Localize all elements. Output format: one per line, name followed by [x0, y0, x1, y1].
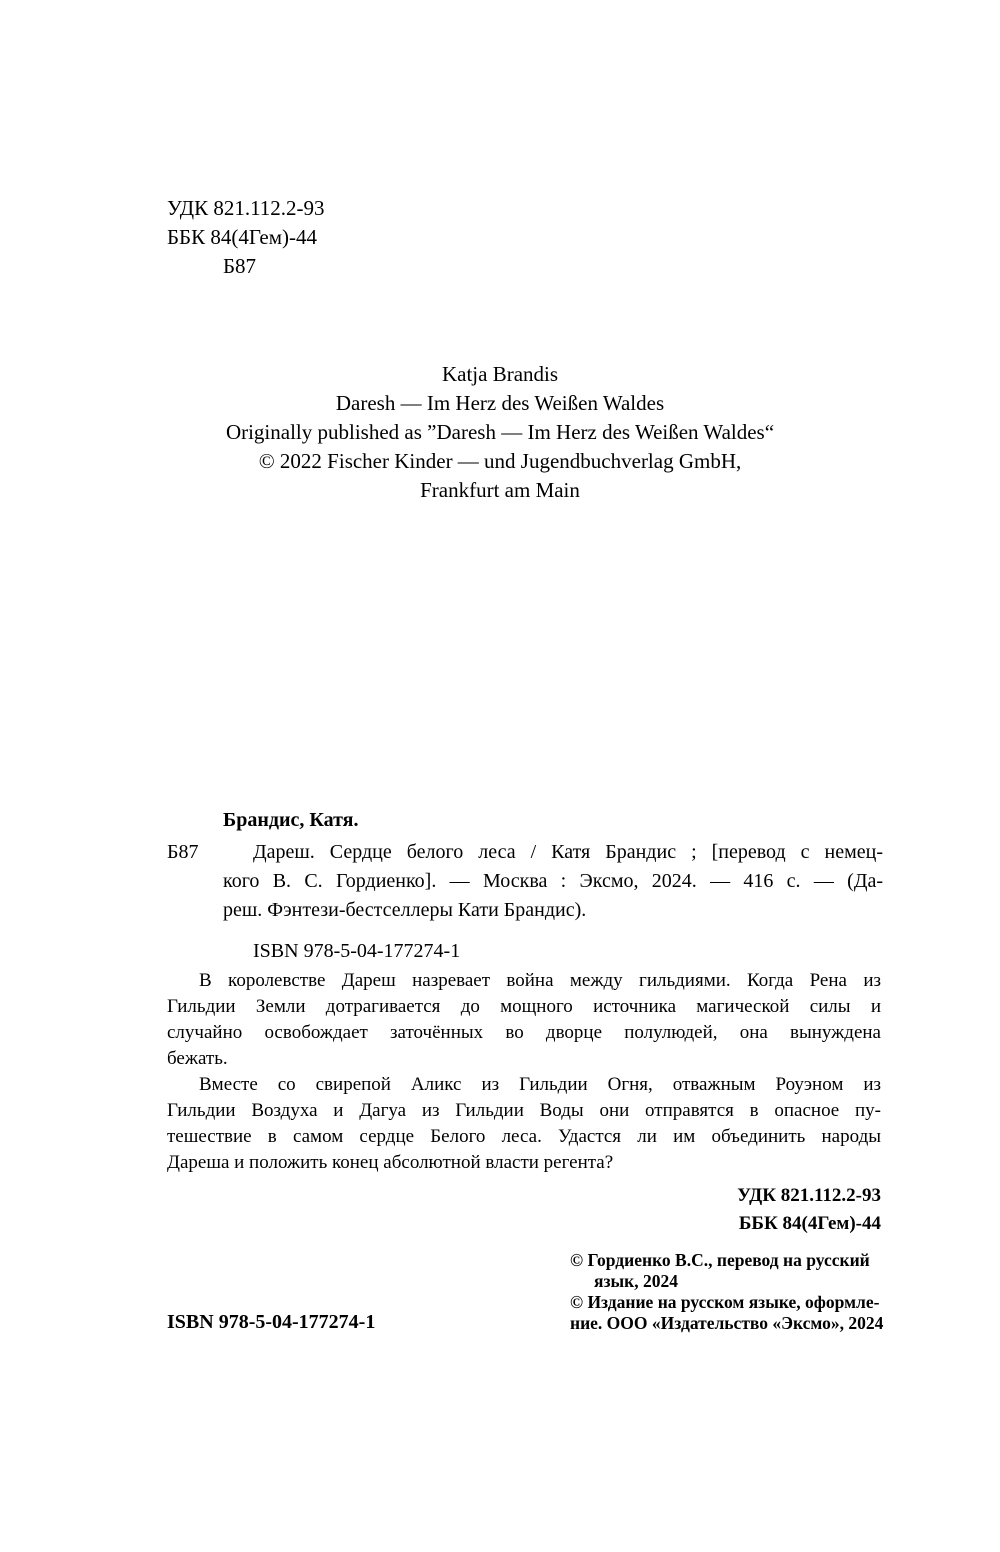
- annotation-line: В королевстве Дареш назревает война между гильдиями. Когда Рена из: [199, 970, 881, 991]
- author-sign-margin: Б87: [167, 841, 199, 863]
- copyright-edition-line2: ние. ООО «Издательство «Эксмо», 2024: [570, 1313, 884, 1333]
- original-title: Daresh — Im Herz des Weißen Waldes: [335, 391, 665, 415]
- annotation-line: Гильдии Воздуха и Дагуа из Гильдии Воды они отправятся в опасное пу-: [167, 1100, 881, 1121]
- catalog-line: кого В. С. Гордиенко]. — Москва : Эксмо, 2024. — 416 с. — (Да-: [223, 870, 883, 892]
- annotation-line: Гильдии Земли дотрагивается до мощного источника магической силы и: [167, 996, 881, 1017]
- annotation-line: Дареша и положить конец абсолютной власти регента?: [167, 1152, 614, 1173]
- annotation-paragraph-2: [167, 1072, 881, 1176]
- original-edition-block: [0, 360, 1000, 505]
- copyright-block: [570, 1250, 900, 1334]
- annotation-line: случайно освобождает заточённых во дворце полулюдей, она вынуждена: [167, 1022, 881, 1043]
- catalog-author: Брандис, Катя.: [223, 809, 359, 831]
- annotation-paragraph-1: [167, 968, 881, 1072]
- footer-codes: [167, 1182, 881, 1238]
- isbn-catalog: ISBN 978-5-04-177274-1: [253, 940, 461, 962]
- original-copyright: © 2022 Fischer Kinder — und Jugendbuchverlag GmbH,: [258, 449, 742, 473]
- annotation-line: тешествие в самом сердце Белого леса. Удастся ли им объединить народы: [167, 1126, 881, 1147]
- bbk-code-bottom: ББК 84(4Гем)-44: [738, 1213, 881, 1234]
- catalog-line: реш. Фэнтези-бестселлеры Кати Брандис).: [223, 899, 587, 921]
- original-publication-note: Originally published as ”Daresh — Im Herz des Weißen Waldes“: [225, 420, 775, 444]
- copyright-edition-line1: © Издание на русском языке, оформле-: [570, 1292, 880, 1312]
- annotation-line: бежать.: [167, 1048, 228, 1069]
- copyright-translation-line2: язык, 2024: [594, 1271, 678, 1291]
- annotation-block: [167, 968, 881, 1238]
- annotation-line: Вместе со свирепой Аликс из Гильдии Огня, отважным Роуэном из: [199, 1074, 881, 1095]
- header-codes: [167, 194, 325, 281]
- udk-code-top: УДК 821.112.2-93: [167, 196, 325, 220]
- catalog-line: Дареш. Сердце белого леса / Катя Брандис ; [перевод с немец-: [253, 841, 883, 863]
- bbk-code-top: ББК 84(4Гем)-44: [167, 225, 318, 249]
- isbn-bottom: ISBN 978-5-04-177274-1: [167, 1311, 376, 1333]
- catalog-description: [223, 838, 883, 925]
- copyright-translation-line1: © Гордиенко В.С., перевод на русский: [570, 1250, 870, 1270]
- original-author: Katja Brandis: [441, 362, 559, 386]
- author-sign-top: Б87: [223, 254, 257, 278]
- catalog-entry-block: [167, 806, 883, 966]
- catalog-entry-row: [167, 838, 883, 925]
- udk-code-bottom: УДК 821.112.2-93: [737, 1185, 881, 1206]
- original-city: Frankfurt am Main: [420, 478, 580, 502]
